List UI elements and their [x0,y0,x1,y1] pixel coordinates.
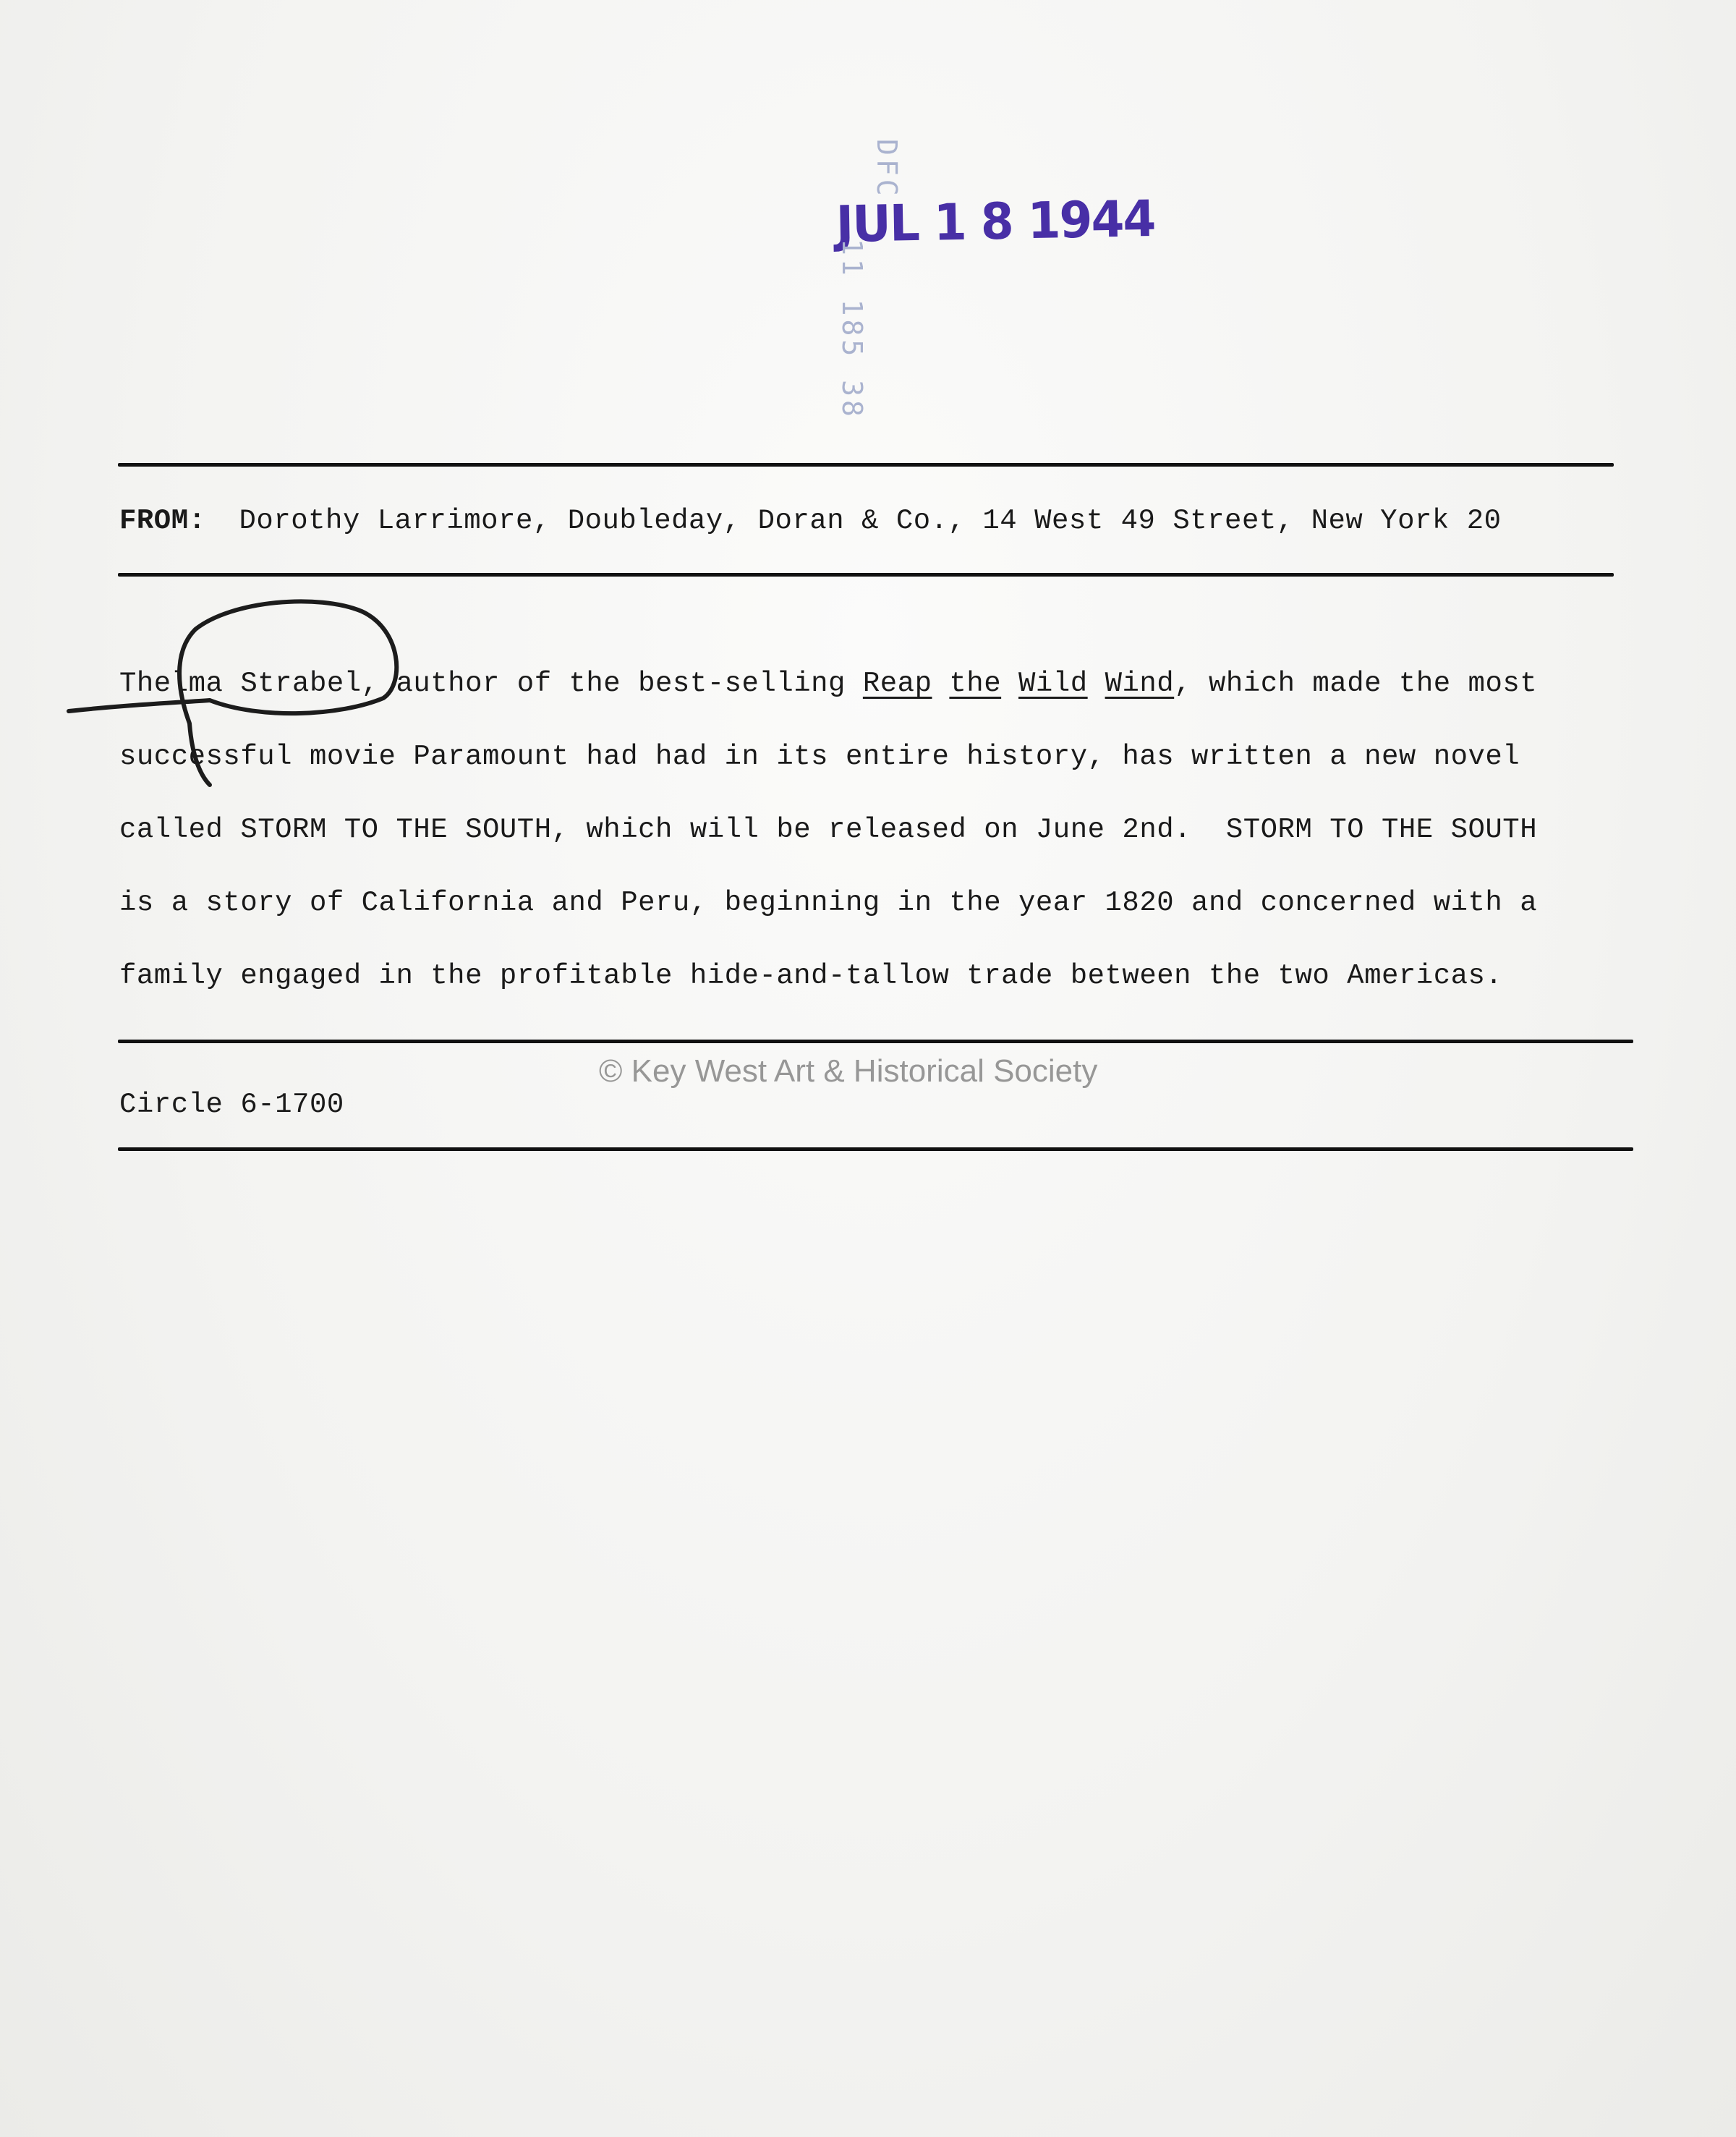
date-stamp: JUL 1 8 1944 [835,189,1155,254]
bottom-rule [118,1147,1633,1151]
body-line-1 [119,647,1609,721]
body-line-1-start: Thelma Strabel, author of the best-selling [119,668,863,700]
book-title-word-1: Reap [862,668,932,700]
from-rule [118,573,1614,577]
book-title-word-3: Wild [1018,668,1088,700]
body-line-2: successful movie Paramount had had in its entire history, has written a new novel [119,741,1520,773]
body-rule [118,1040,1633,1043]
vertical-stamp-top: DFC [871,139,903,200]
from-text: Dorothy Larrimore, Doubleday, Doran & Co., 14 West 49 Street, New York 20 [239,505,1502,537]
body-line-3: called STORM TO THE SOUTH, which will be released on June 2nd. STORM TO THE SOUTH [119,814,1538,846]
body-line-5: family engaged in the profitable hide-and-tallow trade between the two Americas. [119,960,1503,992]
vertical-stamp-code: 11 185 38 [836,239,868,420]
phone-number: Circle 6-1700 [119,1089,344,1121]
press-release-body [119,647,1609,1013]
copyright-watermark: © Key West Art & Historical Society [599,1053,1098,1089]
book-title-word-4: Wind [1105,668,1175,700]
from-label: FROM: [119,505,206,537]
from-line [119,505,1502,537]
body-line-1-end: , which made the most [1174,668,1538,700]
body-line-4: is a story of California and Peru, beginning in the year 1820 and concerned with a [119,887,1538,919]
book-title-word-2: the [949,668,1002,700]
top-rule [118,463,1614,467]
